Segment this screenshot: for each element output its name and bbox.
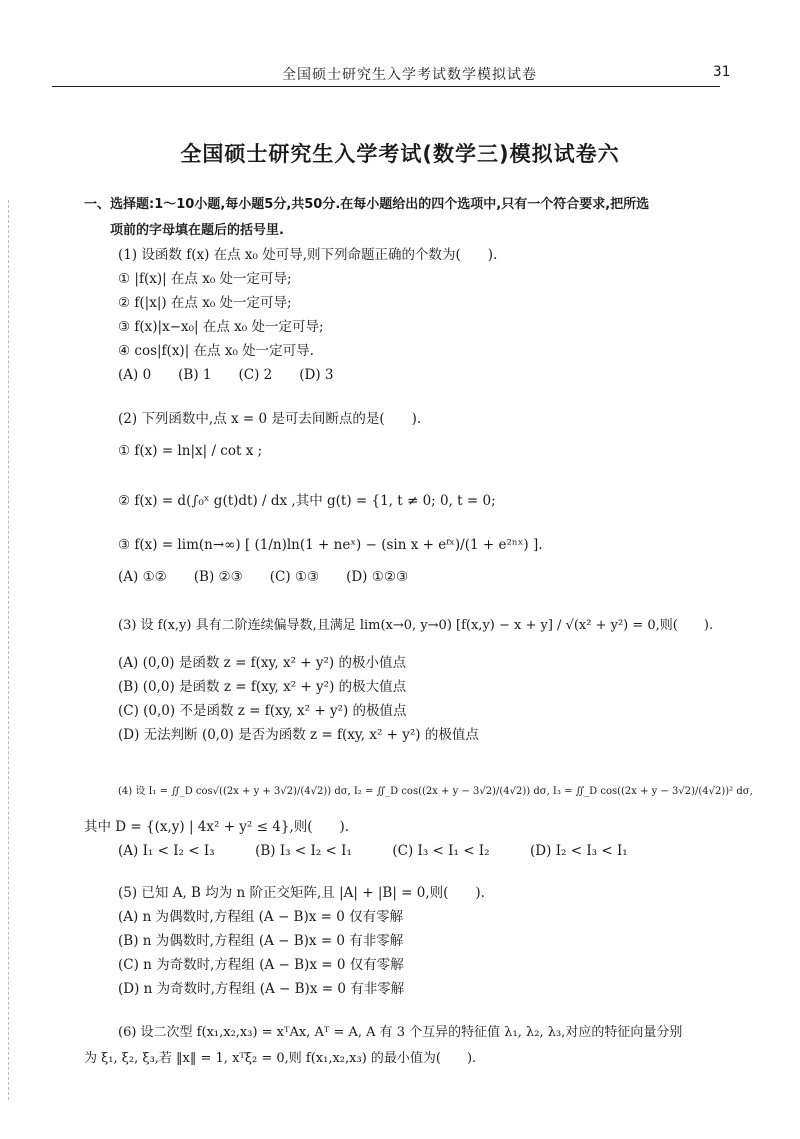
q3-option-b: (B) (0,0) 是函数 z = f(xy, x² + y²) 的极大值点	[118, 679, 407, 695]
q4-options: (A) I₁ < I₂ < I₃ (B) I₃ < I₂ < I₁ (C) I₃ < I₁ < I₂ (D) I₂ < I₃ < I₁	[118, 843, 628, 859]
q3-option-a: (A) (0,0) 是函数 z = f(xy, x² + y²) 的极小值点	[118, 655, 406, 671]
section-heading-line2: 项前的字母填在题后的括号里.	[110, 223, 284, 238]
q5-option-d: (D) n 为奇数时,方程组 (A − B)x = 0 有非零解	[118, 981, 405, 997]
q2-function-2: ② f(x) = d(∫₀ˣ g(t)dt) / dx ,其中 g(t) = {1, t ≠ 0; 0, t = 0;	[118, 493, 496, 509]
q6-line-1: (6) 设二次型 f(x₁,x₂,x₃) = xᵀAx, Aᵀ = A, A 有 3 个互异的特征值 λ₁, λ₂, λ₃,对应的特征向量分别	[118, 1025, 683, 1040]
q1-options: (A) 0 (B) 1 (C) 2 (D) 3	[118, 367, 334, 383]
q2-function-1: ① f(x) = ln|x| / cot x ;	[118, 443, 263, 459]
q3-option-c: (C) (0,0) 不是函数 z = f(xy, x² + y²) 的极值点	[118, 703, 407, 719]
q1-stem: (1) 设函数 f(x) 在点 x₀ 处可导,则下列命题正确的个数为( ).	[118, 247, 498, 263]
q4-stem: (4) 设 I₁ = ∬_D cos√((2x + y + 3√2)/(4√2)) dσ, I₂ = ∬_D cos((2x + y − 3√2)/(4√2)) dσ, I₃ = ∬_D cos((2x + y − 3√2)/(4√2))² dσ,	[118, 786, 753, 797]
q2-options: (A) ①② (B) ②③ (C) ①③ (D) ①②③	[118, 569, 409, 585]
q2-function-3: ③ f(x) = lim(n→∞) [ (1/n)ln(1 + neˣ) − (sin x + eᶠˣ)/(1 + e²ⁿˣ) ].	[118, 537, 543, 553]
paper-title: 全国硕士研究生入学考试(数学三)模拟试卷六	[180, 142, 620, 166]
running-header	[52, 64, 730, 87]
q1-statement-2: ② f(|x|) 在点 x₀ 处一定可导;	[118, 295, 292, 311]
section-heading-line1: 一、选择题:1～10小题,每小题5分,共50分.在每小题给出的四个选项中,只有一个符合要求,把所选	[84, 197, 650, 212]
q5-option-c: (C) n 为奇数时,方程组 (A − B)x = 0 仅有零解	[118, 957, 404, 973]
q1-statement-1: ① |f(x)| 在点 x₀ 处一定可导;	[118, 271, 292, 287]
running-title: 全国硕士研究生入学考试数学模拟试卷	[282, 67, 537, 83]
q1-statement-3: ③ f(x)|x−x₀| 在点 x₀ 处一定可导;	[118, 319, 324, 335]
q2-stem: (2) 下列函数中,点 x = 0 是可去间断点的是( ).	[118, 411, 422, 427]
page-number: 31	[713, 64, 730, 80]
q6-line-2: 为 ξ₁, ξ₂, ξ₃,若 ‖x‖ = 1, xᵀξ₂ = 0,则 f(x₁,x₂,x₃) 的最小值为( ).	[84, 1051, 477, 1066]
q1-statement-4: ④ cos|f(x)| 在点 x₀ 处一定可导.	[118, 343, 314, 359]
q5-stem: (5) 已知 A, B 均为 n 阶正交矩阵,且 |A| + |B| = 0,则( ).	[118, 885, 485, 901]
q3-option-d: (D) 无法判断 (0,0) 是否为函数 z = f(xy, x² + y²) 的极值点	[118, 727, 479, 743]
scan-margin-artifact	[8, 200, 9, 1100]
q5-option-b: (B) n 为偶数时,方程组 (A − B)x = 0 有非零解	[118, 933, 404, 949]
q3-stem: (3) 设 f(x,y) 具有二阶连续偏导数,且满足 lim(x→0, y→0) [f(x,y) − x + y] / √(x² + y²) = 0,则( ).	[118, 618, 714, 633]
q5-option-a: (A) n 为偶数时,方程组 (A − B)x = 0 仅有零解	[118, 909, 404, 925]
q4-condition: 其中 D = {(x,y) | 4x² + y² ≤ 4},则( ).	[84, 819, 350, 835]
